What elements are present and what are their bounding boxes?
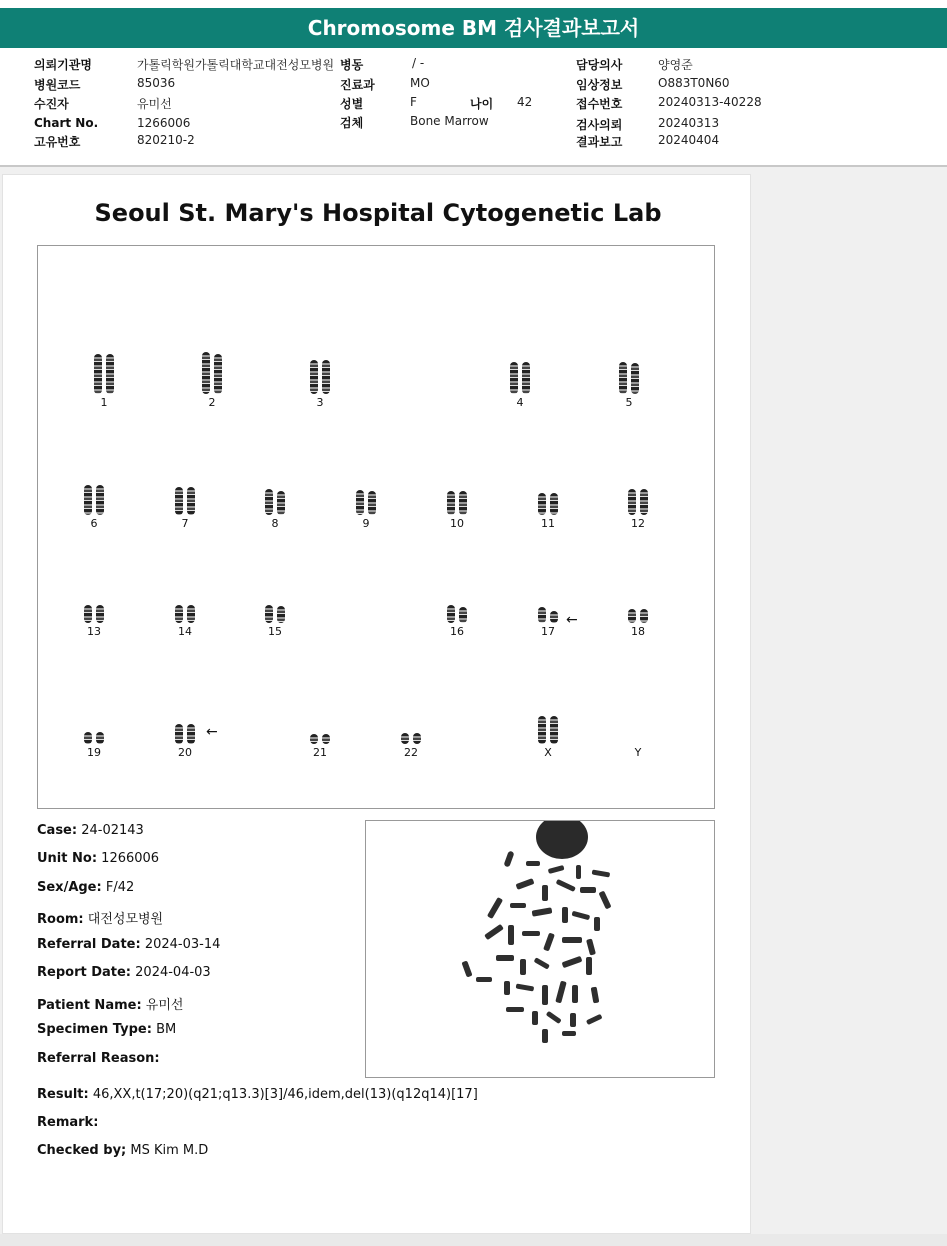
result-line: Result: 46,XX,t(17;20)(q21;q13.3)[3]/46,idem,del(13)(q12q14)[17] (37, 1087, 478, 1102)
chromosome-14: 14 (155, 579, 215, 641)
label-sex: 성별 (340, 97, 364, 111)
label-department: 진료과 (340, 78, 375, 92)
chromosome-16: 16 (427, 579, 487, 641)
detail-patient-name: Patient Name: 유미선 (37, 998, 184, 1013)
label-ward: 병동 (340, 58, 364, 72)
chromosome-12: 12 (608, 471, 668, 533)
value-age: 42 (517, 95, 533, 109)
chromosome-x: X (518, 700, 578, 762)
chromosome-17: 17 (518, 579, 578, 641)
label-request-date: 검사의뢰 (576, 118, 623, 132)
value-request-date: 20240313 (658, 116, 720, 130)
value-sex: F (410, 95, 417, 109)
header-info (0, 48, 947, 167)
label-specimen: 검체 (340, 116, 364, 130)
value-report-date: 20240404 (658, 133, 720, 147)
checked-by-line: Checked by; MS Kim M.D (37, 1143, 209, 1158)
value-doctor: 양영준 (658, 58, 693, 72)
chromosome-11: 11 (518, 471, 578, 533)
value-accession: 20240313-40228 (658, 95, 762, 109)
label-unique-id: 고유번호 (34, 135, 81, 149)
detail-unit-no: Unit No: 1266006 (37, 851, 160, 866)
chromosome-7: 7 (155, 471, 215, 533)
chromosome-1: 1 (74, 350, 134, 412)
detail-room: Room: 대전성모병원 (37, 912, 164, 927)
chromosome-2: 2 (182, 350, 242, 412)
detail-sex-age: Sex/Age: F/42 (37, 880, 135, 895)
page-title: Chromosome BM 검사결과보고서 (0, 8, 947, 48)
top-strip (0, 0, 947, 8)
chromosome-6: 6 (64, 471, 124, 533)
chromosome-8: 8 (245, 471, 305, 533)
arrow-chromosome-17: ← (566, 612, 578, 628)
bottom-strip (0, 1234, 947, 1246)
label-patient: 수진자 (34, 97, 69, 111)
label-report-date: 결과보고 (576, 135, 623, 149)
metaphase-image (365, 820, 715, 1078)
chromosome-22: 22 (381, 700, 441, 762)
remark-line: Remark: (37, 1115, 99, 1130)
chromosome-15: 15 (245, 579, 305, 641)
chromosome-5: 5 (599, 350, 659, 412)
chromosome-y: Y (634, 746, 642, 759)
detail-referral-date: Referral Date: 2024-03-14 (37, 937, 221, 952)
chromosome-9: 9 (336, 471, 396, 533)
value-clinical-info: O883T0N60 (658, 76, 730, 90)
value-institution: 가톨릭학원가톨릭대학교대전성모병원 (137, 58, 335, 72)
value-unique-id: 820210-2 (137, 133, 195, 147)
chromosome-21: 21 (290, 700, 350, 762)
label-doctor: 담당의사 (576, 58, 623, 72)
lab-title: Seoul St. Mary's Hospital Cytogenetic Lab (94, 199, 662, 227)
value-hospital-code: 85036 (137, 76, 176, 90)
chromosome-3: 3 (290, 350, 350, 412)
arrow-chromosome-20: ← (206, 724, 218, 740)
value-chart-no: 1266006 (137, 116, 191, 130)
value-specimen: Bone Marrow (410, 114, 489, 128)
detail-report-date: Report Date: 2024-04-03 (37, 965, 211, 980)
chromosome-19: 19 (64, 700, 124, 762)
chromosome-13: 13 (64, 579, 124, 641)
chromosome-10: 10 (427, 471, 487, 533)
label-hospital-code: 병원코드 (34, 78, 81, 92)
chromosome-4: 4 (490, 350, 550, 412)
value-patient: 유미선 (137, 97, 172, 111)
karyotype-image (37, 245, 715, 809)
detail-specimen-type: Specimen Type: BM (37, 1022, 177, 1037)
detail-case: Case: 24-02143 (37, 823, 144, 838)
detail-referral-reason: Referral Reason: (37, 1051, 160, 1066)
value-ward: / - (412, 56, 425, 70)
label-age: 나이 (470, 97, 494, 111)
chromosome-20: 20 (155, 700, 215, 762)
label-chart-no: Chart No. (34, 116, 99, 130)
value-department: MO (410, 76, 430, 90)
label-clinical-info: 임상정보 (576, 78, 623, 92)
label-institution: 의뢰기관명 (34, 58, 92, 72)
chromosome-18: 18 (608, 579, 668, 641)
report-panel (2, 174, 751, 1234)
label-accession: 접수번호 (576, 97, 623, 111)
